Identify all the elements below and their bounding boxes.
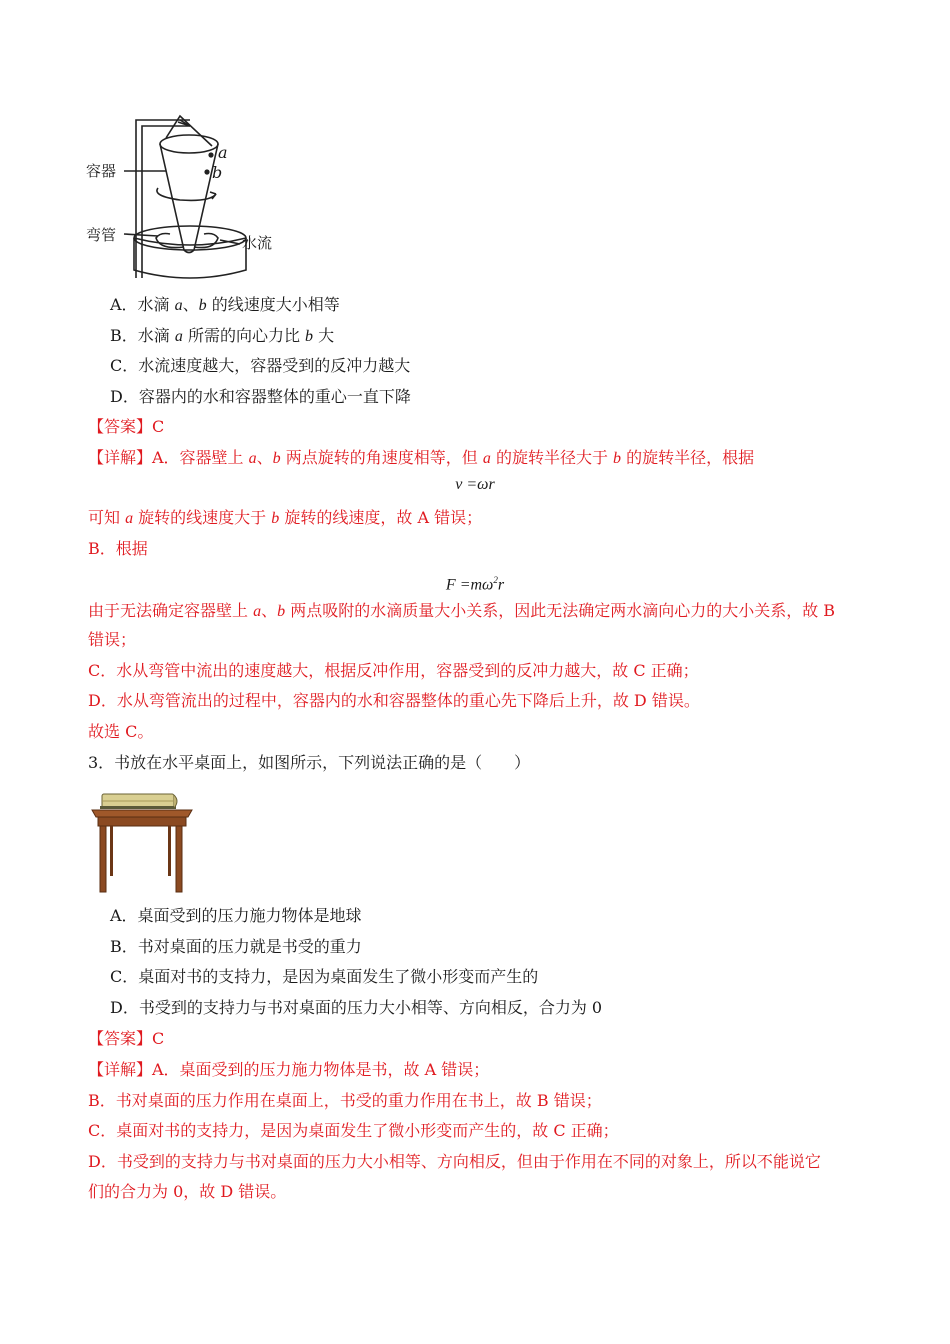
q2-detail-line-3: B．根据 [88,539,148,558]
q3-stem: 3．书放在水平桌面上，如图所示，下列说法正确的是（ ） [88,753,531,772]
q2-option-d: D．容器内的水和容器整体的重心一直下降 [110,387,411,406]
q2-detail-line-6: C．水从弯管中流出的速度越大，根据反冲作用，容器受到的反冲力越大，故 C 正确； [88,661,699,680]
q3-answer: 【答案】C [88,1029,165,1048]
label-point-b: b [212,163,223,182]
q2-option-a: A．水滴 a、b 的线速度大小相等 [110,295,340,314]
q2-option-c: C．水流速度越大，容器受到的反冲力越大 [110,356,411,375]
q3-detail-line-2: B．书对桌面的压力作用在桌面上，书受的重力作用在书上，故 B 错误； [88,1091,602,1110]
book-on-table-figure [88,790,198,896]
q3-option-c: C．桌面对书的支持力，是因为桌面发生了微小形变而产生的 [110,967,539,986]
q3-option-d: D．书受到的支持力与书对桌面的压力大小相等、方向相反，合力为 0 [110,998,603,1017]
q3-detail-line-5: 们的合力为 0，故 D 错误。 [88,1182,287,1201]
label-water-flow: 水流 [242,234,273,252]
q3-detail-line-1: 【详解】A．桌面受到的压力施力物体是书，故 A 错误； [88,1060,490,1079]
q3-detail-line-3: C．桌面对书的支持力，是因为桌面发生了微小形变而产生的，故 C 正确； [88,1121,619,1140]
formula-v-omega-r: v =ωr [455,476,495,493]
q3-detail-line-4: D．书受到的支持力与书对桌面的压力大小相等、方向相反，但由于作用在不同的对象上，所以不能说它 [88,1152,821,1171]
formula-f-m-omega-squared-r: $F =m\omega^2r$ [445,575,505,594]
q2-detail-line-2: 可知 a 旋转的线速度大于 b 旋转的线速度，故 A 错误； [88,508,483,527]
label-bent-pipe: 弯管 [86,226,117,244]
label-point-a: a [218,143,228,162]
cone-container-figure [80,110,290,285]
q2-detail-line-8: 故选 C。 [88,722,154,741]
q2-option-b: B．水滴 a 所需的向心力比 b 大 [110,326,335,345]
label-container: 容器 [86,162,117,180]
q2-answer: 【答案】C [88,417,165,436]
q2-detail-line-7: D．水从弯管流出的过程中，容器内的水和容器整体的重心先下降后上升，故 D 错误。 [88,691,700,710]
q2-detail-line-4: 由于无法确定容器壁上 a、b 两点吸附的水滴质量大小关系，因此无法确定两水滴向心力的大小关系，故 B [88,601,836,620]
q2-detail-line-1: 【详解】A．容器壁上 a、b 两点旋转的角速度相等，但 a 的旋转半径大于 b 的旋转半径，根据 [88,448,755,467]
q3-option-a: A．桌面受到的压力施力物体是地球 [110,906,362,925]
q2-detail-line-5: 错误； [88,630,137,649]
q3-option-b: B．书对桌面的压力就是书受的重力 [110,937,362,956]
